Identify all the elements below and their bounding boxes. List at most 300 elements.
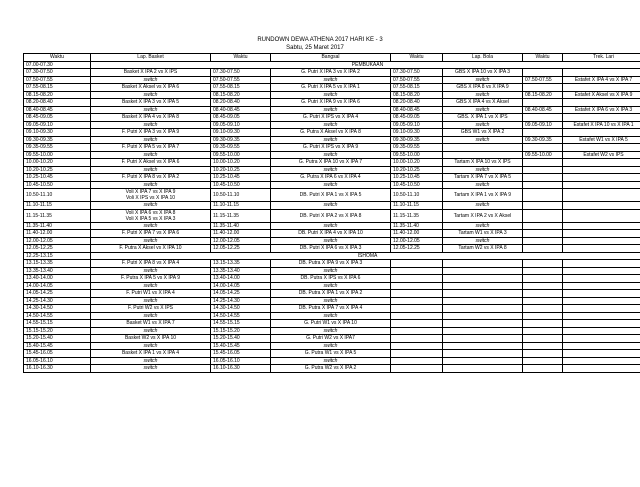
- table-cell: [563, 99, 640, 107]
- table-row: [24, 114, 640, 122]
- rundown-table: [23, 53, 640, 373]
- table-row: [24, 209, 640, 222]
- table-cell: 09.55-10.00: [523, 151, 563, 159]
- header-cell: Bangsal: [271, 54, 391, 62]
- table-cell: [443, 151, 523, 159]
- table-cell: [443, 320, 523, 328]
- table-cell: Basket X Aksel vs X IPA 6: [91, 84, 211, 92]
- table-cell: [563, 320, 640, 328]
- table-cell: DB. Putri X IPA 2 vs X IPA 8: [271, 209, 391, 222]
- table-cell: [523, 129, 563, 137]
- table-cell: 11.40-12.00: [391, 230, 443, 238]
- header-cell: Waktu: [391, 54, 443, 62]
- table-cell: F. Putri X Aksel vs X IPA 6: [91, 159, 211, 167]
- table-cell: 14.00-14.05: [211, 282, 271, 290]
- table-cell: switch: [271, 136, 391, 144]
- table-cell: 08.45-09.05: [24, 114, 91, 122]
- table-row: [24, 320, 640, 328]
- table-row: [24, 275, 640, 283]
- table-cell: Estafet X IPA 6 vs X IPA 3: [563, 106, 640, 114]
- match-label: Voli X IPA 6 vs X IPA 8: [125, 209, 176, 216]
- table-cell: 14.05-14.25: [211, 290, 271, 298]
- table-cell: switch: [271, 237, 391, 245]
- table-cell: [523, 342, 563, 350]
- table-cell: [391, 267, 443, 275]
- table-cell: switch: [443, 166, 523, 174]
- table-cell: 08.45-09.05: [391, 114, 443, 122]
- table-cell: 08.40-08.45: [211, 106, 271, 114]
- table-cell: [91, 209, 211, 222]
- table-cell: [523, 327, 563, 335]
- table-cell: [563, 312, 640, 320]
- table-row: [24, 144, 640, 152]
- table-cell: 09.10-09.30: [391, 129, 443, 137]
- table-cell: G. Putri X IPS vs X IPA 4: [271, 114, 391, 122]
- table-cell: 10.20-10.25: [211, 166, 271, 174]
- table-cell: [523, 230, 563, 238]
- table-cell: 11.35-11.40: [24, 222, 91, 230]
- table-cell: [563, 189, 640, 202]
- header-cell: Trek. Lari: [563, 54, 640, 62]
- table-row: [24, 335, 640, 343]
- table-cell: [443, 144, 523, 152]
- table-row: [24, 365, 640, 373]
- header-cell: Waktu: [523, 54, 563, 62]
- table-cell: switch: [271, 166, 391, 174]
- table-cell: 16.10-16.30: [211, 365, 271, 373]
- table-row: [24, 159, 640, 167]
- table-cell: 08.40-08.45: [391, 106, 443, 114]
- table-cell: switch: [271, 121, 391, 129]
- table-cell: G. Putri X IPA 5 vs X IPA 1: [271, 84, 391, 92]
- table-cell: 11.15-11.35: [391, 209, 443, 222]
- table-cell: F. Putri X IPA 7 vs X IPA 6: [91, 230, 211, 238]
- table-cell: switch: [91, 166, 211, 174]
- table-cell: 10.45-10.50: [24, 181, 91, 189]
- table-cell: [443, 297, 523, 305]
- table-cell: 09.10-09.30: [24, 129, 91, 137]
- table-cell: [391, 365, 443, 373]
- table-cell: Estafet W2 vs IPS: [563, 151, 640, 159]
- table-cell: [523, 297, 563, 305]
- table-cell: 09.30-09.35: [24, 136, 91, 144]
- table-cell: [523, 350, 563, 358]
- table-cell: [391, 320, 443, 328]
- table-cell: Tartam W2 vs X IPA 8: [443, 245, 523, 253]
- table-cell: [443, 282, 523, 290]
- table-cell: [523, 275, 563, 283]
- table-cell: 09.05-09.10: [391, 121, 443, 129]
- table-cell: Tartam W1 vs X IPA 3: [443, 230, 523, 238]
- table-cell: 12.05-12.25: [24, 245, 91, 253]
- table-cell: 09.35-09.55: [391, 144, 443, 152]
- table-cell: switch: [91, 267, 211, 275]
- table-cell: switch: [91, 312, 211, 320]
- table-cell: switch: [271, 357, 391, 365]
- table-cell: switch: [91, 282, 211, 290]
- table-cell: 09.35-09.55: [24, 144, 91, 152]
- table-row: [24, 106, 640, 114]
- table-cell: [563, 114, 640, 122]
- table-row: [24, 202, 640, 210]
- table-cell: [523, 320, 563, 328]
- table-cell: switch: [91, 365, 211, 373]
- table-cell: Estafet X IPA 4 vs X IPA 7: [563, 76, 640, 84]
- table-cell: 09.05-09.10: [24, 121, 91, 129]
- table-cell: 14.55-15.15: [211, 320, 271, 328]
- table-cell: 14.30-14.50: [211, 305, 271, 313]
- table-cell: 15.45-16.05: [211, 350, 271, 358]
- table-cell: F. Putri X IPA 5 vs X IPA 7: [91, 144, 211, 152]
- table-cell: 14.30-14.50: [24, 305, 91, 313]
- table-cell: [563, 342, 640, 350]
- table-cell: switch: [271, 297, 391, 305]
- table-cell: [523, 282, 563, 290]
- table-cell: GBS X IPA 10 vs X IPA 3: [443, 69, 523, 77]
- table-cell: switch: [91, 136, 211, 144]
- table-cell: switch: [271, 312, 391, 320]
- table-cell: 16.10-16.30: [24, 365, 91, 373]
- table-cell: [391, 297, 443, 305]
- table-cell: 11.40-12.00: [24, 230, 91, 238]
- table-cell: 10.25-10.45: [24, 174, 91, 182]
- table-row: [24, 357, 640, 365]
- table-cell: 10.45-10.50: [211, 181, 271, 189]
- table-cell: [563, 84, 640, 92]
- table-cell: switch: [91, 181, 211, 189]
- table-row: [24, 267, 640, 275]
- table-cell: [443, 365, 523, 373]
- table-cell: F. Putra X Aksel vs X IPA 10: [91, 245, 211, 253]
- table-cell: 09.30-09.35: [523, 136, 563, 144]
- table-cell: switch: [91, 106, 211, 114]
- header-row: [24, 54, 640, 62]
- table-row: [24, 69, 640, 77]
- table-cell: 07.30-07.50: [391, 69, 443, 77]
- table-cell: [523, 305, 563, 313]
- break-label: ISHOMA: [91, 252, 640, 260]
- table-cell: switch: [271, 342, 391, 350]
- table-cell: [563, 297, 640, 305]
- table-cell: G. Putri W1 vs X IPA 10: [271, 320, 391, 328]
- table-cell: GBS X IPA 8 vs X IPA 9: [443, 84, 523, 92]
- table-cell: [563, 335, 640, 343]
- table-row: [24, 151, 640, 159]
- table-cell: [391, 357, 443, 365]
- table-cell: [563, 237, 640, 245]
- match-label: Voli X IPS vs X IPA 10: [125, 195, 176, 201]
- table-cell: [563, 305, 640, 313]
- table-cell: switch: [271, 91, 391, 99]
- table-cell: [391, 312, 443, 320]
- table-cell: switch: [271, 222, 391, 230]
- match-label: Voli X IPA 5 vs X IPA 3: [125, 215, 176, 222]
- table-cell: Estafet X Aksel vs X IPA 9: [563, 91, 640, 99]
- table-cell: Estafet X IPA 10 vs X IPA 1: [563, 121, 640, 129]
- table-cell: 10.50-11.10: [24, 189, 91, 202]
- table-cell: 11.10-11.15: [391, 202, 443, 210]
- table-cell: 12.00-12.05: [211, 237, 271, 245]
- table-cell: [523, 189, 563, 202]
- table-cell: [391, 282, 443, 290]
- table-cell: [563, 166, 640, 174]
- opening-label: PEMBUKAAN: [91, 61, 640, 69]
- table-cell: [443, 312, 523, 320]
- table-cell: 08.20-08.40: [24, 99, 91, 107]
- table-cell: 12.05-12.25: [211, 245, 271, 253]
- table-cell: 08.15-08.20: [211, 91, 271, 99]
- table-cell: 14.05-14.25: [24, 290, 91, 298]
- table-cell: [523, 209, 563, 222]
- table-cell: [523, 166, 563, 174]
- table-cell: Basket W1 vs X IPA 7: [91, 320, 211, 328]
- table-row: [24, 166, 640, 174]
- table-cell: switch: [443, 91, 523, 99]
- header-cell: Waktu: [211, 54, 271, 62]
- table-cell: [443, 357, 523, 365]
- table-cell: Basket X IPA 1 vs X IPA 4: [91, 350, 211, 358]
- table-cell: [563, 275, 640, 283]
- table-cell: DB. Putri X IPA 4 vs X IPA 10: [271, 230, 391, 238]
- table-cell: 10.50-11.10: [391, 189, 443, 202]
- table-cell: [563, 282, 640, 290]
- page-title: RUNDOWN DEWA ATHENA 2017 HARI KE - 3: [257, 37, 383, 43]
- table-cell: [523, 260, 563, 268]
- table-cell: 08.15-08.20: [24, 91, 91, 99]
- table-cell: 09.05-09.10: [523, 121, 563, 129]
- table-cell: [523, 84, 563, 92]
- table-cell: [523, 69, 563, 77]
- table-cell: switch: [271, 327, 391, 335]
- header-cell: Lap. Bola: [443, 54, 523, 62]
- table-cell: 07.55-08.15: [24, 84, 91, 92]
- table-cell: 08.40-08.45: [24, 106, 91, 114]
- table-cell: switch: [443, 76, 523, 84]
- table-cell: [443, 335, 523, 343]
- table-cell: G. Putra W2 vs X IPA 2: [271, 365, 391, 373]
- table-row: [24, 312, 640, 320]
- table-cell: 16.05-16.10: [24, 357, 91, 365]
- table-cell: [391, 335, 443, 343]
- table-cell: 15.20-15.40: [24, 335, 91, 343]
- table-cell: 11.35-11.40: [211, 222, 271, 230]
- table-cell: [563, 260, 640, 268]
- table-cell: [563, 209, 640, 222]
- table-cell: switch: [443, 222, 523, 230]
- table-cell: [563, 327, 640, 335]
- table-cell: 10.25-10.45: [211, 174, 271, 182]
- table-cell: 10.00-10.20: [24, 159, 91, 167]
- table-cell: 08.15-08.20: [391, 91, 443, 99]
- table-row: [24, 230, 640, 238]
- table-cell: 09.10-09.30: [211, 129, 271, 137]
- table-cell: 10.00-10.20: [211, 159, 271, 167]
- table-cell: switch: [271, 151, 391, 159]
- table-cell: switch: [91, 327, 211, 335]
- table-cell: [523, 114, 563, 122]
- table-cell: [443, 342, 523, 350]
- table-row: [24, 181, 640, 189]
- table-cell: DB. Putra X IPA 1 vs X IPA 2: [271, 290, 391, 298]
- table-cell: 13.35-13.40: [24, 267, 91, 275]
- table-row: [24, 350, 640, 358]
- table-cell: F. Putri W1 vs X IPA 4: [91, 290, 211, 298]
- table-cell: 07.50-07.55: [24, 76, 91, 84]
- table-cell: [391, 260, 443, 268]
- table-cell: 08.20-08.40: [211, 99, 271, 107]
- table-cell: 07.55-08.15: [391, 84, 443, 92]
- table-cell: 11.15-11.35: [211, 209, 271, 222]
- table-cell: G. Putri X IPA 3 vs X IPA 2: [271, 69, 391, 77]
- table-cell: 12.00-12.05: [24, 237, 91, 245]
- table-cell: 07.50-07.55: [523, 76, 563, 84]
- break-time: 12.25-13.15: [24, 252, 91, 260]
- table-cell: 09.55-10.00: [391, 151, 443, 159]
- table-row: [24, 305, 640, 313]
- table-cell: 07.30-07.50: [24, 69, 91, 77]
- table-cell: 14.25-14.30: [211, 297, 271, 305]
- table-cell: switch: [91, 222, 211, 230]
- table-cell: F. Putri W2 vs X IPS: [91, 305, 211, 313]
- opening-time: 07.00-07.30: [24, 61, 91, 69]
- table-cell: switch: [91, 121, 211, 129]
- table-row: [24, 76, 640, 84]
- table-cell: switch: [91, 151, 211, 159]
- table-cell: 15.40-15.45: [24, 342, 91, 350]
- table-cell: 07.55-08.15: [211, 84, 271, 92]
- table-cell: 13.35-13.40: [211, 267, 271, 275]
- table-cell: [523, 222, 563, 230]
- table-cell: 07.30-07.50: [211, 69, 271, 77]
- table-cell: 11.10-11.15: [24, 202, 91, 210]
- table-cell: [443, 267, 523, 275]
- table-cell: [523, 312, 563, 320]
- table-cell: 09.05-09.10: [211, 121, 271, 129]
- table-cell: Basket W2 vs X IPA 10: [91, 335, 211, 343]
- table-cell: Tartam X IPA 10 vs X IPS: [443, 159, 523, 167]
- table-cell: [443, 327, 523, 335]
- table-cell: [523, 237, 563, 245]
- table-row: [24, 99, 640, 107]
- table-cell: [391, 342, 443, 350]
- table-cell: Estafet W1 vs X IPA 5: [563, 136, 640, 144]
- table-cell: 14.00-14.05: [24, 282, 91, 290]
- table-cell: switch: [271, 267, 391, 275]
- table-cell: 07.50-07.55: [391, 76, 443, 84]
- table-cell: switch: [443, 202, 523, 210]
- table-cell: [91, 189, 211, 202]
- table-cell: [391, 350, 443, 358]
- table-row: [24, 290, 640, 298]
- table-cell: 09.55-10.00: [24, 151, 91, 159]
- table-cell: 15.40-15.45: [211, 342, 271, 350]
- table-cell: 09.35-09.55: [211, 144, 271, 152]
- table-row: [24, 260, 640, 268]
- table-cell: 08.20-08.40: [391, 99, 443, 107]
- table-cell: switch: [91, 202, 211, 210]
- table-cell: [443, 350, 523, 358]
- table-cell: 16.05-16.10: [211, 357, 271, 365]
- table-row: [24, 91, 640, 99]
- table-cell: [523, 144, 563, 152]
- table-cell: [563, 350, 640, 358]
- table-cell: [563, 144, 640, 152]
- table-cell: [563, 357, 640, 365]
- table-cell: [563, 230, 640, 238]
- table-cell: switch: [443, 181, 523, 189]
- table-cell: [443, 260, 523, 268]
- table-cell: [563, 69, 640, 77]
- table-cell: 15.20-15.40: [211, 335, 271, 343]
- table-cell: [563, 222, 640, 230]
- table-cell: G. Putra X IPA 10 vs X IPA 7: [271, 159, 391, 167]
- table-row: [24, 136, 640, 144]
- table-cell: [391, 305, 443, 313]
- table-cell: [563, 245, 640, 253]
- table-cell: [443, 305, 523, 313]
- table-cell: Tartam X IPA 2 vs X Aksel: [443, 209, 523, 222]
- table-cell: [563, 365, 640, 373]
- table-cell: 10.50-11.10: [211, 189, 271, 202]
- table-row: [24, 189, 640, 202]
- table-cell: [563, 159, 640, 167]
- table-cell: [523, 202, 563, 210]
- table-cell: F. Putri X IPA 3 vs X IPA 9: [91, 129, 211, 137]
- table-cell: 08.40-08.45: [523, 106, 563, 114]
- table-cell: F. Putri X IPA 8 vs X IPA 4: [91, 260, 211, 268]
- table-cell: 08.15-08.20: [523, 91, 563, 99]
- table-cell: [563, 290, 640, 298]
- table-cell: [523, 290, 563, 298]
- table-cell: Tartam X IPA 1 vs X IPA 9: [443, 189, 523, 202]
- table-cell: [391, 327, 443, 335]
- table-cell: DB. Putri X IPA 1 vs X IPA 5: [271, 189, 391, 202]
- table-cell: [443, 275, 523, 283]
- match-label: Voli X IPA 7 vs X IPA 9: [125, 189, 176, 195]
- table-cell: G. Putri X IPA 9 vs X IPA 6: [271, 99, 391, 107]
- table-cell: [523, 365, 563, 373]
- table-cell: 10.20-10.25: [24, 166, 91, 174]
- table-cell: Tartam X IPA 7 vs X IPA 5: [443, 174, 523, 182]
- table-cell: switch: [91, 237, 211, 245]
- table-cell: 14.55-15.15: [24, 320, 91, 328]
- table-cell: 09.30-09.35: [211, 136, 271, 144]
- table-cell: 12.00-12.05: [391, 237, 443, 245]
- table-row: [24, 327, 640, 335]
- header-cell: Waktu: [24, 54, 91, 62]
- table-row: [24, 297, 640, 305]
- table-cell: [563, 267, 640, 275]
- table-cell: [523, 174, 563, 182]
- table-cell: Basket X IPA 2 vs X IPS: [91, 69, 211, 77]
- table-cell: switch: [443, 106, 523, 114]
- table-cell: 10.25-10.45: [391, 174, 443, 182]
- table-row: [24, 174, 640, 182]
- table-cell: 10.20-10.25: [391, 166, 443, 174]
- table-cell: [563, 174, 640, 182]
- table-row: [24, 342, 640, 350]
- table-cell: switch: [91, 76, 211, 84]
- table-cell: [523, 357, 563, 365]
- table-cell: switch: [271, 106, 391, 114]
- table-cell: [523, 159, 563, 167]
- table-cell: 08.45-09.05: [211, 114, 271, 122]
- table-cell: G. Putra X Aksel vs X IPA 8: [271, 129, 391, 137]
- table-cell: switch: [91, 357, 211, 365]
- page-date: Sabtu, 25 Maret 2017: [286, 45, 344, 51]
- opening-row: [24, 61, 640, 69]
- table-row: [24, 245, 640, 253]
